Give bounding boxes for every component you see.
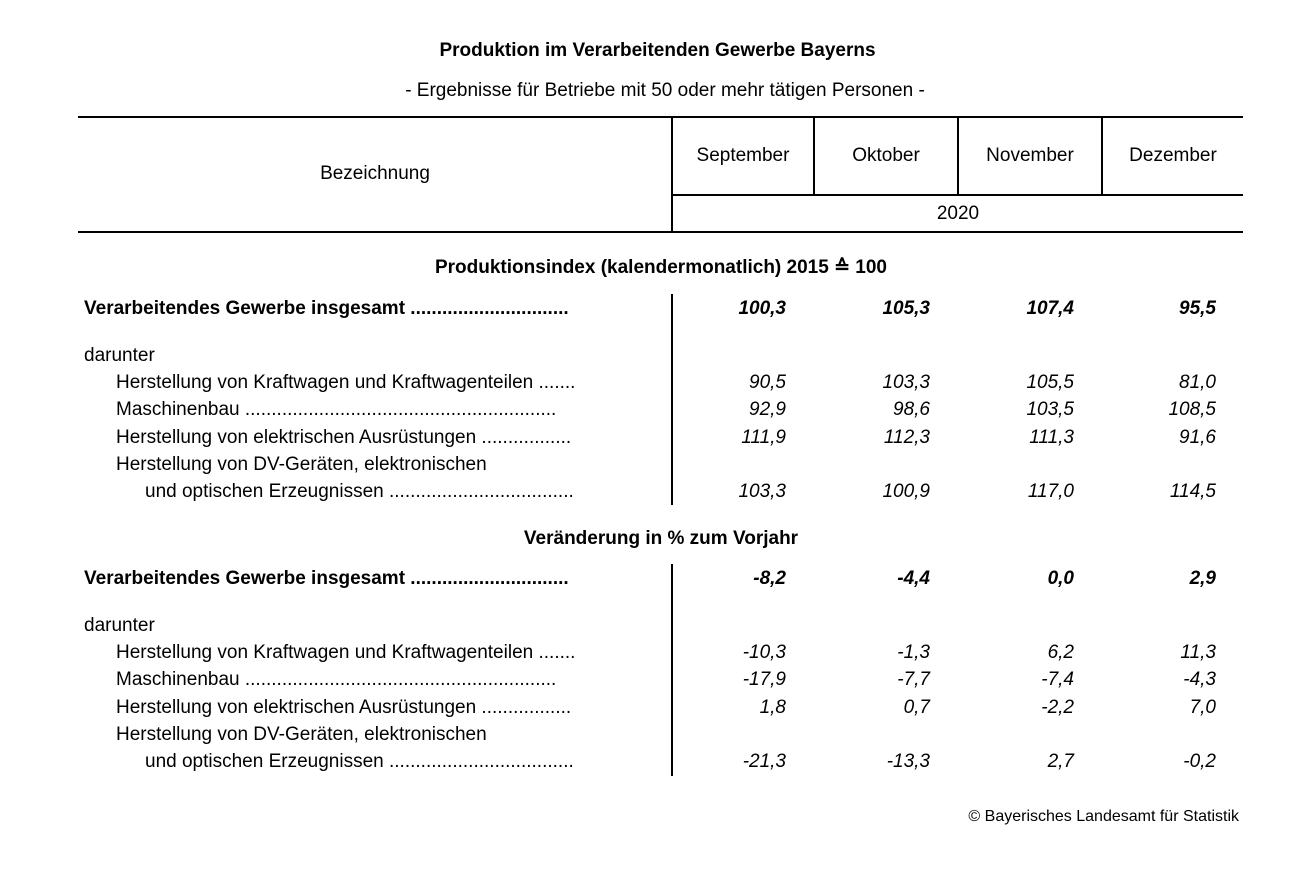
cell-value: 100,9 [882,481,930,502]
cell-value: -7,7 [897,669,930,690]
column-header-year: 2020 [936,203,980,224]
row-label-continuation: und optischen Erzeugnissen ................................... [145,481,574,502]
section-heading: Veränderung in % zum Vorjahr [523,528,799,549]
row-label: Herstellung von DV-Geräten, elektronischen [116,454,487,475]
cell-value: 0,7 [903,697,930,718]
cell-value: 103,3 [882,372,930,393]
row-label-darunter: darunter [84,615,155,636]
cell-value: -21,3 [742,751,786,772]
cell-value: 103,3 [738,481,786,502]
table-header-bottom-rule [78,231,1243,233]
cell-value: 114,5 [1169,481,1216,502]
row-label-darunter: darunter [84,345,155,366]
row-label-total: Verarbeitendes Gewerbe insgesamt .............................. [84,568,569,589]
row-label: Maschinenbau ........................................................... [116,669,557,690]
row-label-total: Verarbeitendes Gewerbe insgesamt .............................. [84,298,569,319]
cell-value: -17,9 [742,669,786,690]
row-label: Herstellung von Kraftwagen und Kraftwagenteilen ....... [116,642,576,663]
cell-value: -13,3 [886,751,930,772]
cell-value: 7,0 [1189,697,1216,718]
cell-value: -1,3 [897,642,930,663]
cell-value: 0,0 [1047,568,1074,589]
cell-value: -4,3 [1183,669,1216,690]
cell-value: 117,0 [1027,481,1074,502]
cell-value: 95,5 [1179,298,1216,319]
cell-value: -0,2 [1183,751,1216,772]
cell-value: -7,4 [1041,669,1074,690]
cell-value: 108,5 [1168,399,1216,420]
row-label: Herstellung von elektrischen Ausrüstungen ................. [116,427,572,448]
cell-value: 98,6 [893,399,930,420]
cell-value: 111,3 [1029,427,1074,448]
cell-value: 81,0 [1179,372,1216,393]
cell-value: 2,9 [1189,568,1216,589]
cell-value: 105,3 [882,298,930,319]
column-header-month: November [986,145,1074,166]
row-label: Herstellung von Kraftwagen und Kraftwagenteilen ....... [116,372,576,393]
cell-value: -8,2 [753,568,786,589]
row-label: Herstellung von DV-Geräten, elektronischen [116,724,487,745]
cell-value: 111,9 [741,427,786,448]
cell-value: 105,5 [1026,372,1074,393]
cell-value: 107,4 [1026,298,1074,319]
cell-value: -10,3 [742,642,786,663]
cell-value: 11,3 [1180,642,1216,663]
cell-value: 92,9 [749,399,786,420]
cell-value: 112,3 [883,427,930,448]
page-title: Produktion im Verarbeitenden Gewerbe Bayerns [439,40,876,61]
page-subtitle: - Ergebnisse für Betriebe mit 50 oder mehr tätigen Personen - [405,80,925,101]
cell-value: 1,8 [759,697,786,718]
cell-value: 90,5 [749,372,786,393]
cell-value: -4,4 [897,568,930,589]
cell-value: 91,6 [1179,427,1216,448]
row-label: Maschinenbau ........................................................... [116,399,557,420]
row-label: Herstellung von elektrischen Ausrüstungen ................. [116,697,572,718]
section-heading: Produktionsindex (kalendermonatlich) 2015 ≙ 100 [434,257,887,278]
table-top-rule [78,116,1243,118]
cell-value: -2,2 [1041,697,1074,718]
column-header-bezeichnung: Bezeichnung [320,163,430,184]
cell-value: 100,3 [738,298,786,319]
row-label-continuation: und optischen Erzeugnissen ................................... [145,751,574,772]
column-header-month: September [696,145,790,166]
column-header-month: Oktober [852,145,920,166]
column-header-month: Dezember [1129,145,1217,166]
cell-value: 6,2 [1047,642,1074,663]
copyright-footer: © Bayerisches Landesamt für Statistik [968,808,1239,825]
cell-value: 103,5 [1026,399,1074,420]
cell-value: 2,7 [1047,751,1074,772]
